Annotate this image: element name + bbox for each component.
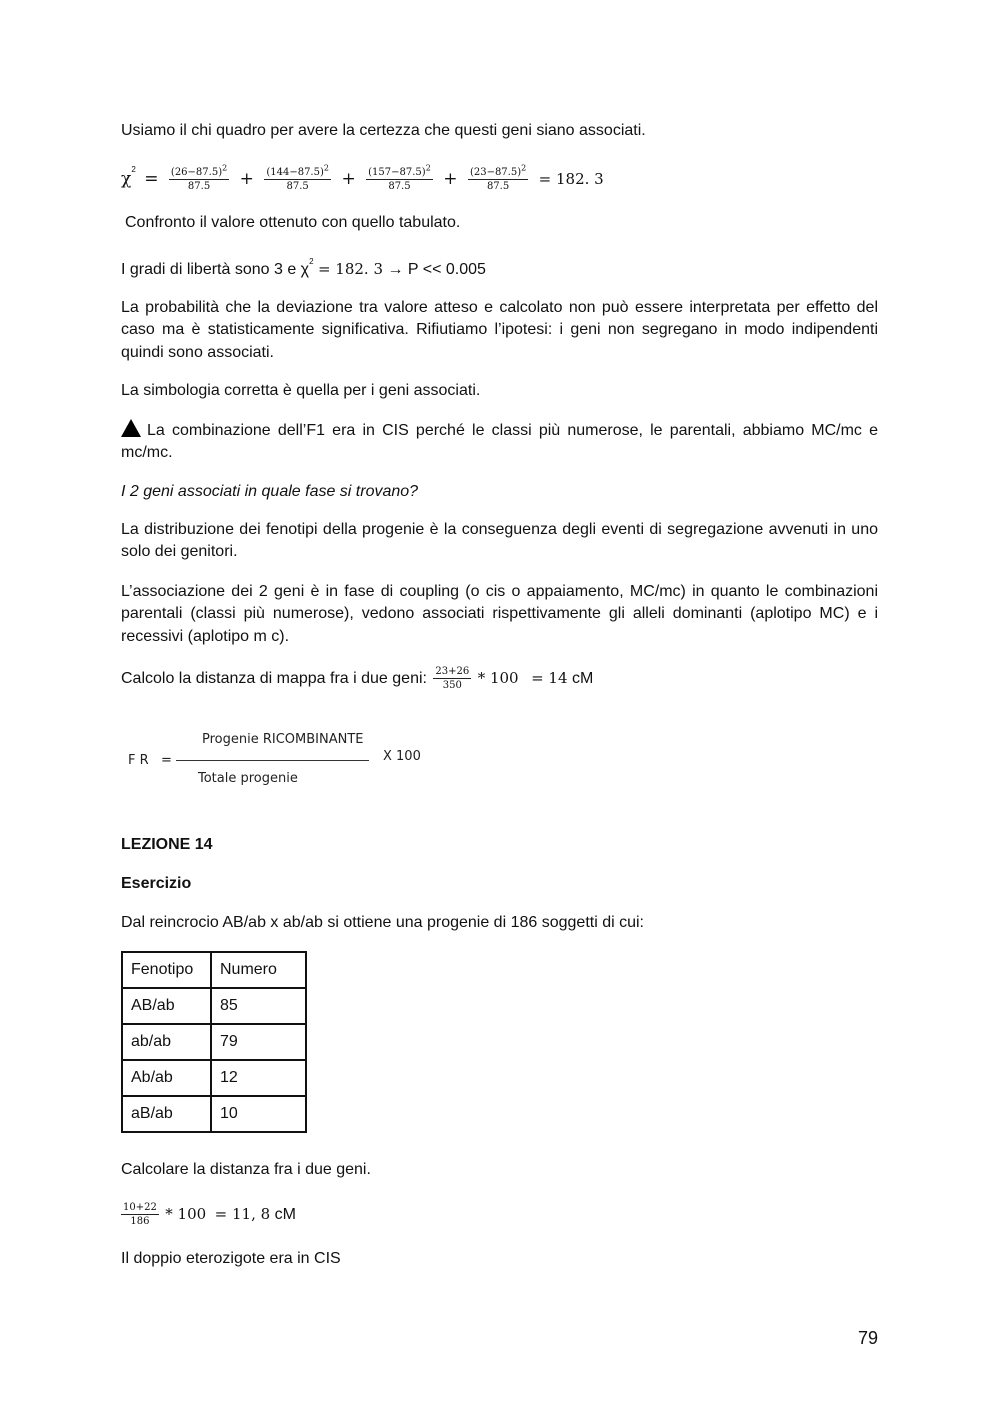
intro-paragraph: Usiamo il chi quadro per avere la certezza che questi geni siano associati. [121, 122, 646, 139]
table-cell: 79 [211, 1024, 306, 1060]
table-cell: 85 [211, 988, 306, 1024]
distribution-paragraph: La distribuzione dei fenotipi della progenie è la conseguenza degli eventi di segregazione avvenuti in uno solo dei genitori. [121, 521, 878, 561]
chi-exponent: 2 [131, 165, 136, 174]
page-number: 79 [857, 1328, 878, 1348]
fr-label: F R [128, 753, 149, 768]
chi-square-formula [121, 161, 878, 197]
symbology-paragraph: La simbologia corretta è quella per i geni associati. [121, 382, 481, 399]
chi-equals: = [144, 169, 159, 189]
table-cell: Ab/ab [122, 1060, 211, 1096]
table-cell: ab/ab [122, 1024, 211, 1060]
lesson-heading: LEZIONE 14 [121, 836, 213, 853]
cis-paragraph: La combinazione dell’F1 era in CIS perché le classi più numerose, le parentali, abbiamo MC/mc e mc/mc. [121, 419, 878, 465]
chi-term-2: $\frac{(144-87.5)^2}{87.5}$ [266, 163, 329, 193]
table-row [122, 1096, 306, 1132]
question-paragraph: I 2 geni associati in quale fase si trovano? [121, 483, 419, 500]
plus-sign: + [341, 169, 356, 189]
plus-sign: + [443, 169, 458, 189]
table-header-cell: Numero [211, 952, 306, 988]
table-row [122, 988, 306, 1024]
fr-equals: = [161, 753, 172, 768]
table-cell: 10 [211, 1096, 306, 1132]
exercise-heading: Esercizio [121, 875, 192, 892]
fr-fraction-line [176, 760, 369, 761]
distance-fraction: $\frac{10+22}{186}$ [123, 1202, 157, 1228]
table-header-cell: Fenotipo [122, 952, 211, 988]
calculate-paragraph: Calcolare la distanza fra i due geni. [121, 1161, 371, 1178]
fr-multiplier: X 100 [383, 749, 421, 764]
fr-formula-image [128, 728, 428, 792]
chi-term-1: $\frac{(26-87.5)^2}{87.5}$ [170, 163, 228, 193]
table-cell: AB/ab [122, 988, 211, 1024]
backcross-paragraph: Dal reincrocio AB/ab x ab/ab si ottiene una progenie di 186 soggetti di cui: [121, 914, 644, 931]
conclusion-paragraph: Il doppio eterozigote era in CIS [121, 1250, 341, 1267]
plus-sign: + [239, 169, 254, 189]
chi-term-4: $\frac{(23-87.5)^2}{87.5}$ [469, 163, 527, 193]
table-row [122, 1060, 306, 1096]
probability-paragraph: La probabilità che la deviazione tra valore atteso e calcolato non può essere interpretata per effetto del caso ma è statisticamente significativa. Rifiutiamo l’ipotesi: i geni non segregano in modo indipendenti quindi sono associati. [121, 299, 878, 361]
chi-symbol: χ [121, 169, 132, 189]
distance-result-formula: $\frac{10+22}{186}$ * 100 = 11, 8 cM [123, 1202, 296, 1228]
chi-result: = 182. 3 [538, 170, 604, 188]
chi-term-3: $\frac{(157-87.5)^2}{87.5}$ [368, 163, 431, 193]
table-cell: 12 [211, 1060, 306, 1096]
table-cell: aB/ab [122, 1096, 211, 1132]
fr-denominator: Totale progenie [198, 771, 298, 786]
compare-paragraph: Confronto il valore ottenuto con quello tabulato. [125, 214, 461, 231]
map-distance-fraction: $\frac{23+26}{350}$ [435, 666, 470, 692]
table-row [122, 1024, 306, 1060]
phenotype-table [121, 951, 307, 1133]
map-distance-paragraph: Calcolo la distanza di mappa fra i due geni: $\frac{23+26}{350}$ * 100 = 14 cM [121, 666, 594, 692]
degrees-paragraph: I gradi di libertà sono 3 e $\chi^2 = 182$. 3 → P << 0.005 [121, 257, 486, 278]
warning-triangle-icon [121, 419, 141, 437]
table-header-row [122, 952, 306, 988]
fr-numerator: Progenie RICOMBINANTE [202, 732, 364, 747]
association-paragraph: L’associazione dei 2 geni è in fase di coupling (o cis o appaiamento, MC/mc) in quanto le combinazioni parentali (classi più numerose), vedono associati rispettivamente gli alleli dominanti (aplotipo MC) e i recessivi (aplotipo m c). [121, 583, 878, 645]
